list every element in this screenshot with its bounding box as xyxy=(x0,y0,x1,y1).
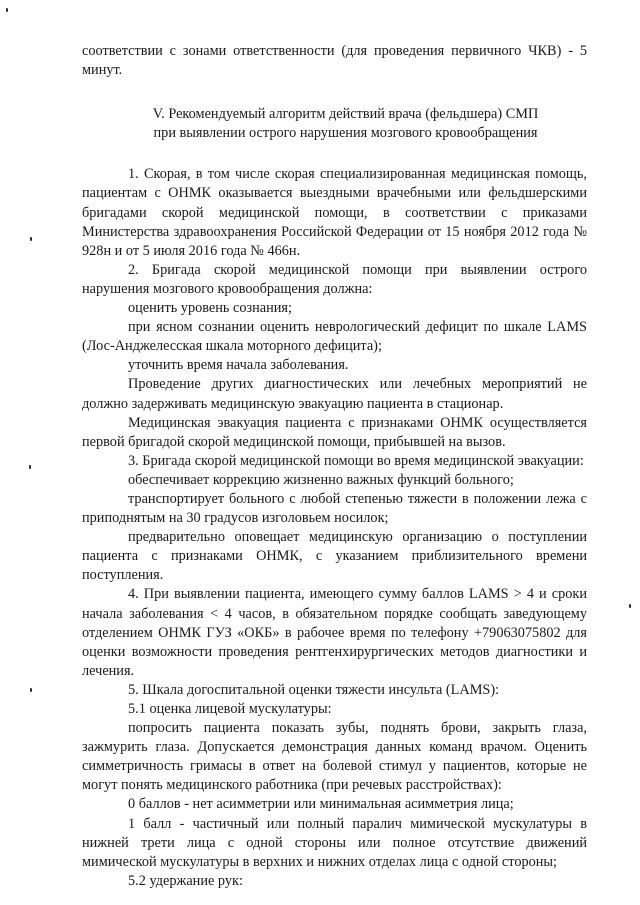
scan-speck xyxy=(6,8,8,12)
document-body xyxy=(82,42,587,891)
paragraph: 5. Шкала догоспитальной оценки тяжести инсульта (LAMS): xyxy=(128,681,500,698)
section-heading-line-2: при выявлении острого нарушения мозгового кровообращения xyxy=(153,125,538,142)
paragraph: 3. Бригада скорой медицинской помощи во время медицинской эвакуации: xyxy=(128,452,584,469)
paragraph: попросить пациента показать зубы, поднять брови, закрыть глаза, зажмурить глаза. Допускается демонстрация данных команд врачом. Оценить симметричность гримасы в ответ на болевой стимул у пациентов, которые не могут понять медицинского работника (при речевых расстройствах): xyxy=(82,720,587,794)
paragraph: оценить уровень сознания; xyxy=(128,300,292,317)
continuation-paragraph: соответствии с зонами ответственности (для проведения первичного ЧКВ) - 5 минут. xyxy=(82,43,587,79)
paragraph: Проведение других диагностических или лечебных мероприятий не должно задерживать медицинскую эвакуацию пациента в стационар. xyxy=(82,376,587,412)
paragraph: 2. Бригада скорой медицинской помощи при выявлении острого нарушения мозгового кровообращения должна: xyxy=(82,261,587,297)
paragraph: при ясном сознании оценить неврологический дефицит по шкале LAMS (Лос-Анджелесская шкала моторного дефицита); xyxy=(82,319,587,355)
paragraph: обеспечивает коррекцию жизненно важных функций больного; xyxy=(128,471,514,488)
paragraph: 1. Скорая, в том числе скорая специализированная медицинская помощь, пациентам с ОНМК оказывается выездными врачебными или фельдшерскими бригадами скорой медицинской помощи, в соответствии с приказами Министерства здравоохранения Российской Федерации от 15 ноября 2012 года № 928н и от 5 июля 2016 года № 466н. xyxy=(82,166,587,259)
section-heading-line-1: V. Рекомендуемый алгоритм действий врача (фельдшера) СМП xyxy=(152,106,539,123)
paragraph: 4. При выявлении пациента, имеющего сумму баллов LAMS > 4 и сроки начала заболевания < 4 часов, в обязательном порядке сообщать заведующему отделением ОНМК ГУЗ «ОКБ» в рабочее время по телефону +79063075802 для оценки возможности проведения рентгенхирургических методов диагностики и лечения. xyxy=(82,586,587,679)
scan-speck xyxy=(30,237,32,241)
scan-speck xyxy=(30,688,32,692)
paragraph: транспортирует больного с любой степенью тяжести в положении лежа с приподнятым на 30 градусов изголовьем носилок; xyxy=(82,490,587,527)
paragraph: Медицинская эвакуация пациента с признаками ОНМК осуществляется первой бригадой скорой медицинской помощи, прибывшей на вызов. xyxy=(82,414,587,450)
scan-speck xyxy=(629,604,631,608)
scan-speck xyxy=(29,465,31,469)
paragraph: 0 баллов - нет асимметрии или минимальная асимметрия лица; xyxy=(128,796,514,813)
paragraph: 1 балл - частичный или полный паралич мимической мускулатуры в нижней трети лица с одной стороны или полное отсутствие движений мимической мускулатуры в верхних и нижних отделах лица с одной стороны; xyxy=(82,815,587,870)
paragraph: 5.1 оценка лицевой мускулатуры: xyxy=(128,701,332,717)
paragraph: предварительно оповещает медицинскую организацию о поступлении пациента с признаками ОНМК, с указанием приблизительного времени поступления. xyxy=(82,529,587,584)
paragraph: уточнить время начала заболевания. xyxy=(128,357,349,374)
paragraph: 5.2 удержание рук: xyxy=(128,872,243,889)
